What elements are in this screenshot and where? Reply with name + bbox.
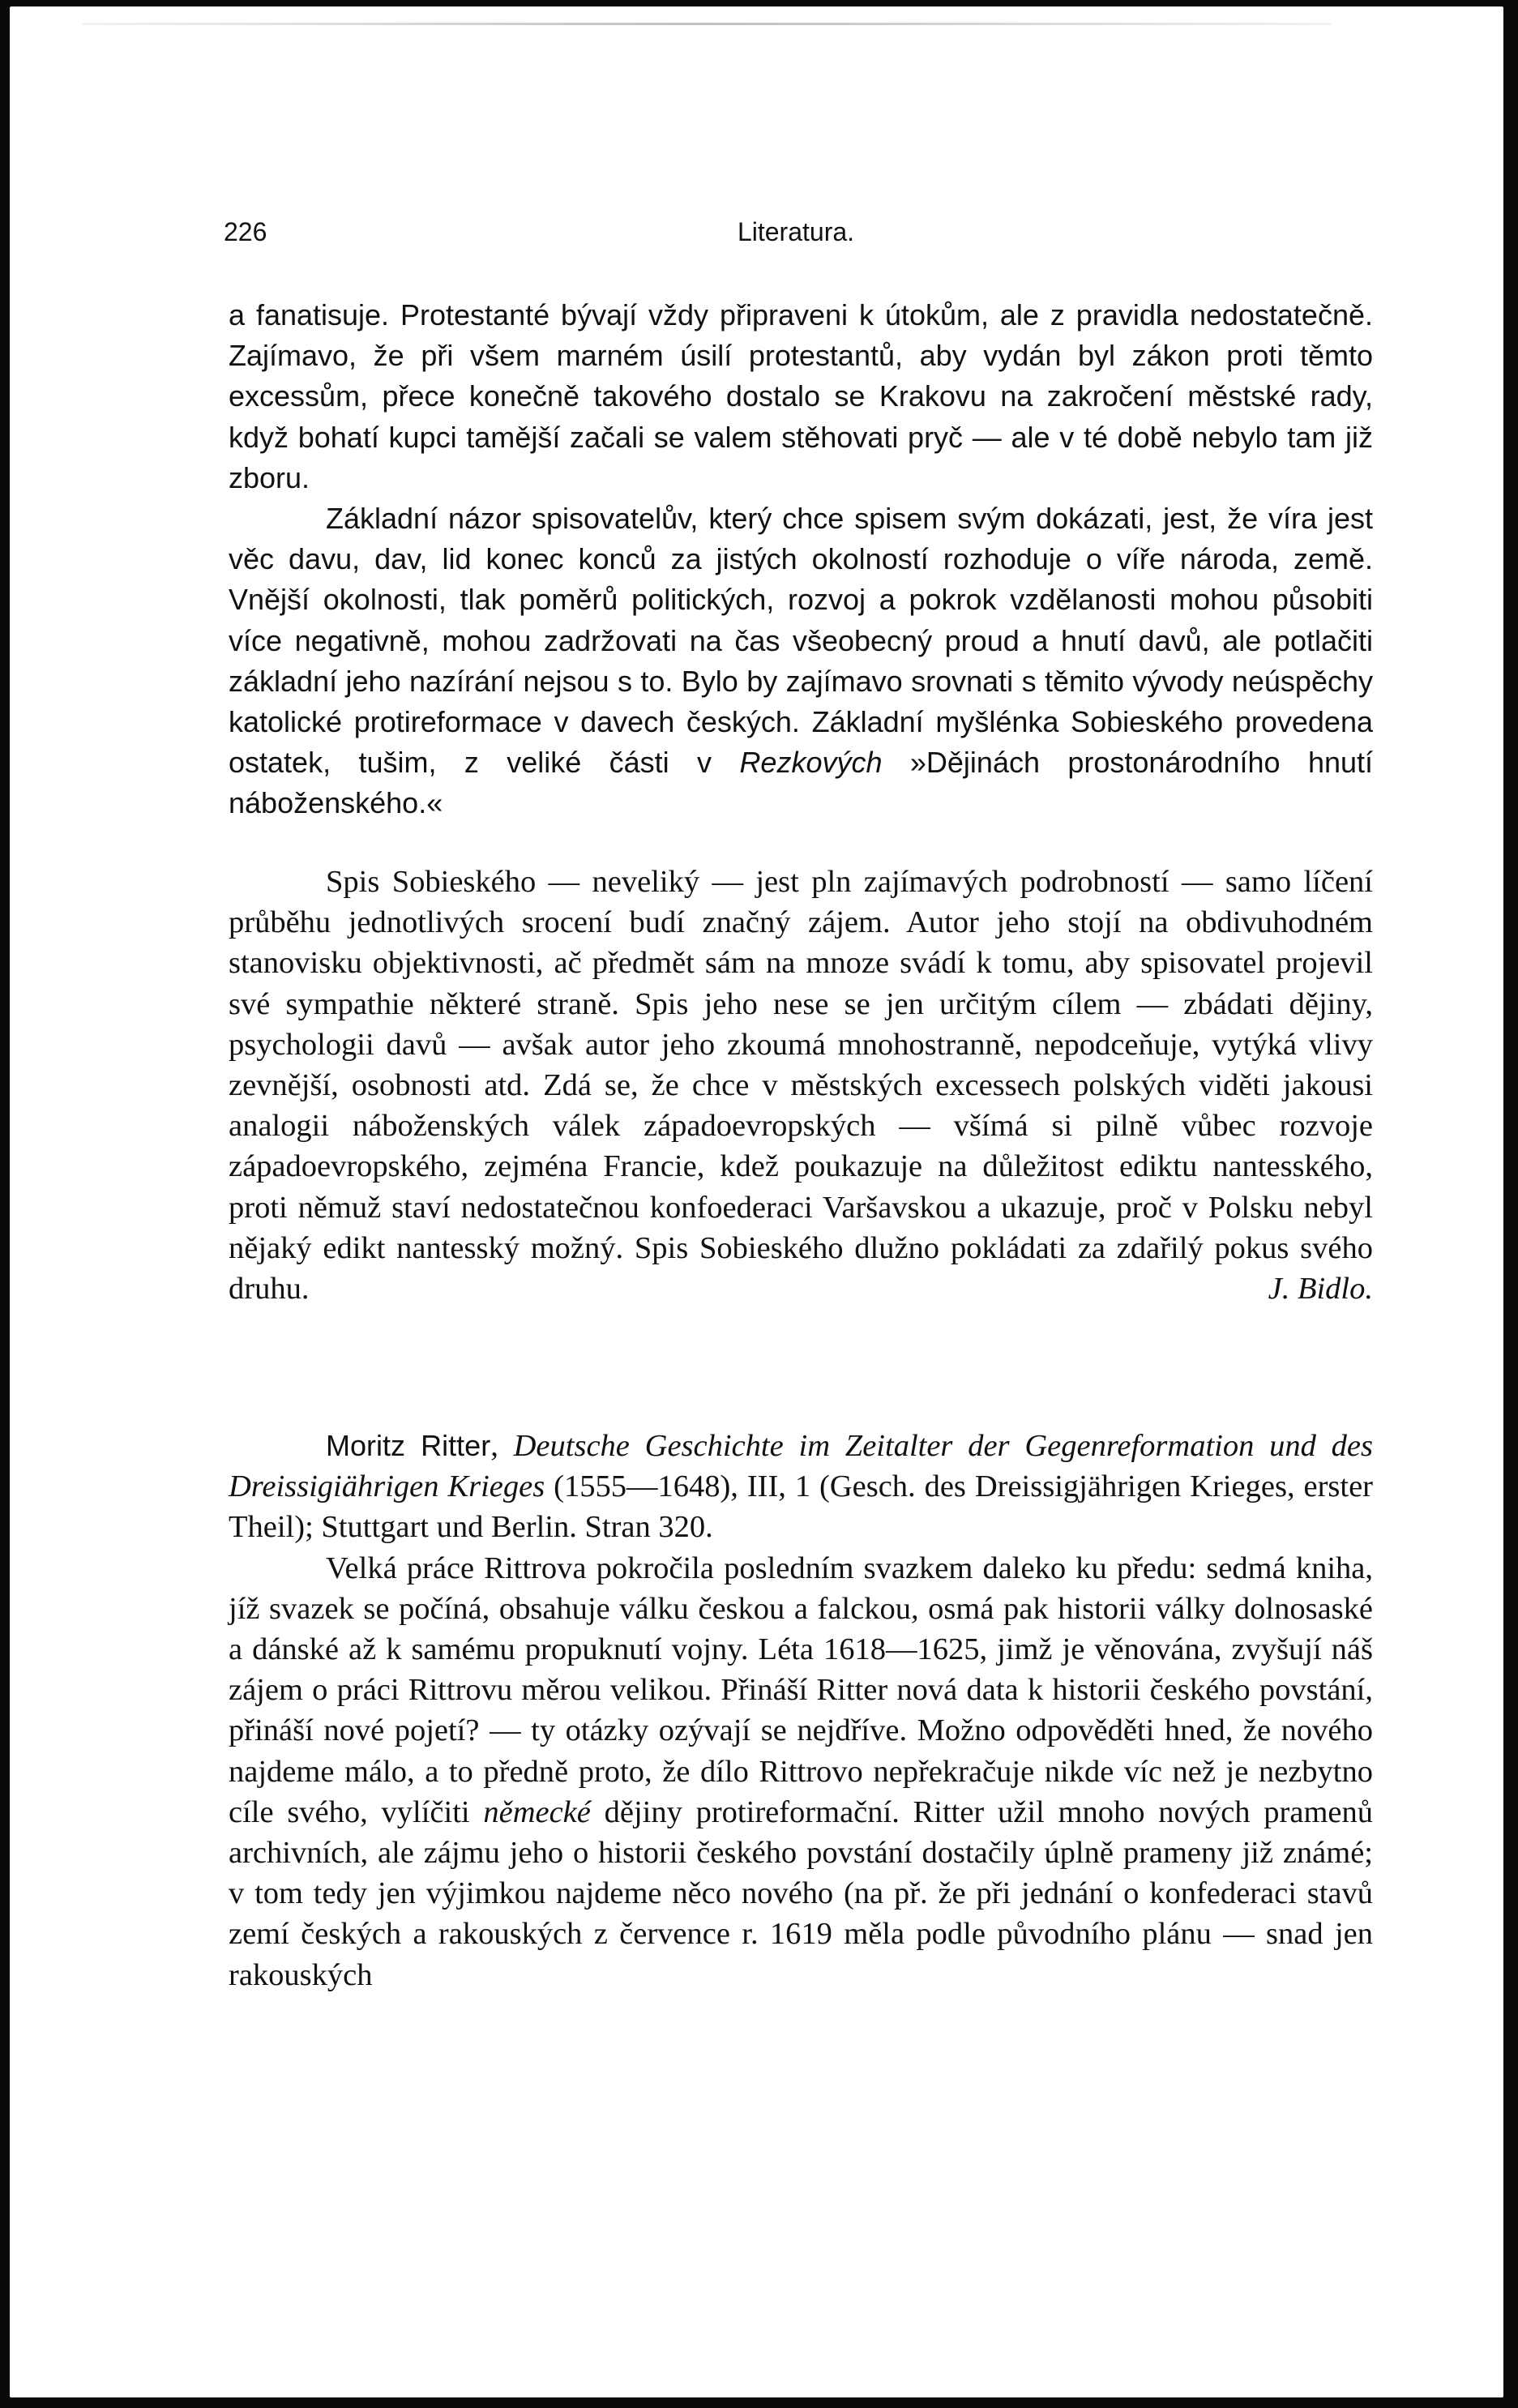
review2-author: Moritz Ritter — [326, 1429, 491, 1462]
review-ritter — [229, 1426, 1373, 1995]
review2-paragraph-1-text-a: Velká práce Rittrova pokročila posledním svazkem daleko ku předu: sedmá kniha, jíž svazek se počíná, obsahuje válku českou a falckou, osmá pak historii války dolnosaské a dánské až k samému propuknutí vojny. Léta 1618—1625, jimž je věnována, zvyšují náš zájem o práci Rittrovu měrou velikou. Přináší Ritter nová data k historii českého povstání, přináší nové pojetí? — ty otázky ozývají se nejdříve. Možno odpověděti hned, že nového najdeme málo, a to předně proto, že dílo Rittrovo nepřekračuje nikde víc než je nezbytno cíle svého, vylíčiti — [229, 1550, 1373, 1829]
review-sobieski — [229, 295, 1373, 824]
review2-paragraph-1-italic: německé — [483, 1794, 591, 1829]
review1-paragraph-1: a fanatisuje. Protestanté bývají vždy připraveni k útokům, ale z pravidla nedostatečně. Zajímavo, že při všem marném úsilí protestantů, aby vydán byl zákon proti těmto excessům, přece konečně takového dostalo se Krakovu na zakročení městské rady, když bohatí kupci tamější začali se valem stěhovati pryč — ale v té době nebylo tam již zboru. — [229, 298, 1373, 494]
review1-paragraph-2-text-b: »Dějinách prostonárodního hnutí náboženského.« — [229, 746, 1374, 820]
review2-author-comma: , — [490, 1429, 514, 1463]
review2-citation-rest: (1555—1648), III, 1 (Gesch. des Dreissigjährigen Krieges, erster Theil); Stuttgart und Berlin. Stran 320. — [229, 1469, 1373, 1545]
review1-paragraph-2 — [229, 498, 1373, 824]
review1-paragraph-3 — [229, 862, 1373, 1309]
scan-edge-artifact — [83, 23, 1331, 25]
review1-paragraph-2-italic: Rezkových — [739, 746, 883, 780]
review2-citation — [229, 1426, 1373, 1548]
review2-book-title: Deutsche Geschichte im Zeitalter der Gegenreformation und des Dreissigiährigen Krieges — [229, 1429, 1374, 1504]
review2-paragraph-1-text-b: dějiny protireformační. Ritter užil mnoho nových pramenů archivních, ale zájmu jeho o historii českého povstání dostačily úplně prameny již známé; v tom tedy jen výjimkou najdeme něco nového (na př. že při jednání o konfederaci stavů zemí českých a rakouských z července r. 1619 měla podle původního plánu — snad jen rakouských — [229, 1794, 1373, 1992]
review1-paragraph-3-text: Spis Sobieského — neveliký — jest pln zajímavých podrobností — samo líčení průběhu jednotlivých srocení budí značný zájem. Autor jeho stojí na obdivuhodném stanovisku objektivnosti, ač předmět sám na mnoze svádí k tomu, aby spisovatel projevil své sympathie některé straně. Spis jeho nese se jen určitým cílem — zbádati dějiny, psychologii davů — avšak autor jeho zkoumá mnohostranně, nepodceňuje, vytýká vlivy zevnější, osobnosti atd. Zdá se, že chce v městských excessech polských viděti jakousi analogii náboženských válek západoevropských — všímá si pilně vůbec rozvoje západoevropského, zejména Francie, kdež poukazuje na důležitost ediktu nantesského, proti němuž staví nedostatečnou konfoederaci Varšavskou a ukazuje, proč v Polsku nebyl nějaký edikt nantesský možný. Spis Sobieského dlužno pokládati za zdařilý pokus svého druhu. — [229, 865, 1373, 1307]
review1-signature: J. Bidlo. — [1268, 1272, 1373, 1307]
page-header — [224, 217, 1368, 250]
review-sobieski-continued — [229, 862, 1373, 1309]
review1-paragraph-2-text-a: Základní názor spisovatelův, který chce spisem svým dokázati, jest, že víra jest věc davu, dav, lid konec konců za jistých okolností rozhoduje o víře národa, země. Vnější okolnosti, tlak poměrů politických, rozvoj a pokrok vzdělanosti mohou působiti více negativně, mohou zadržovati na čas všeobecný proud a hnutí davů, ale potlačiti základní jeho nazírání nejsou s to. Bylo by zajímavo srovnati s těmito vývody neúspěchy katolické protireformace v davech českých. Základní myšlénka Sobieského provedena ostatek, tušim, z veliké části v — [229, 502, 1373, 780]
running-title: Literatura. — [737, 217, 855, 246]
review2-paragraph-1 — [229, 1548, 1373, 1995]
page-number: 226 — [224, 217, 267, 246]
